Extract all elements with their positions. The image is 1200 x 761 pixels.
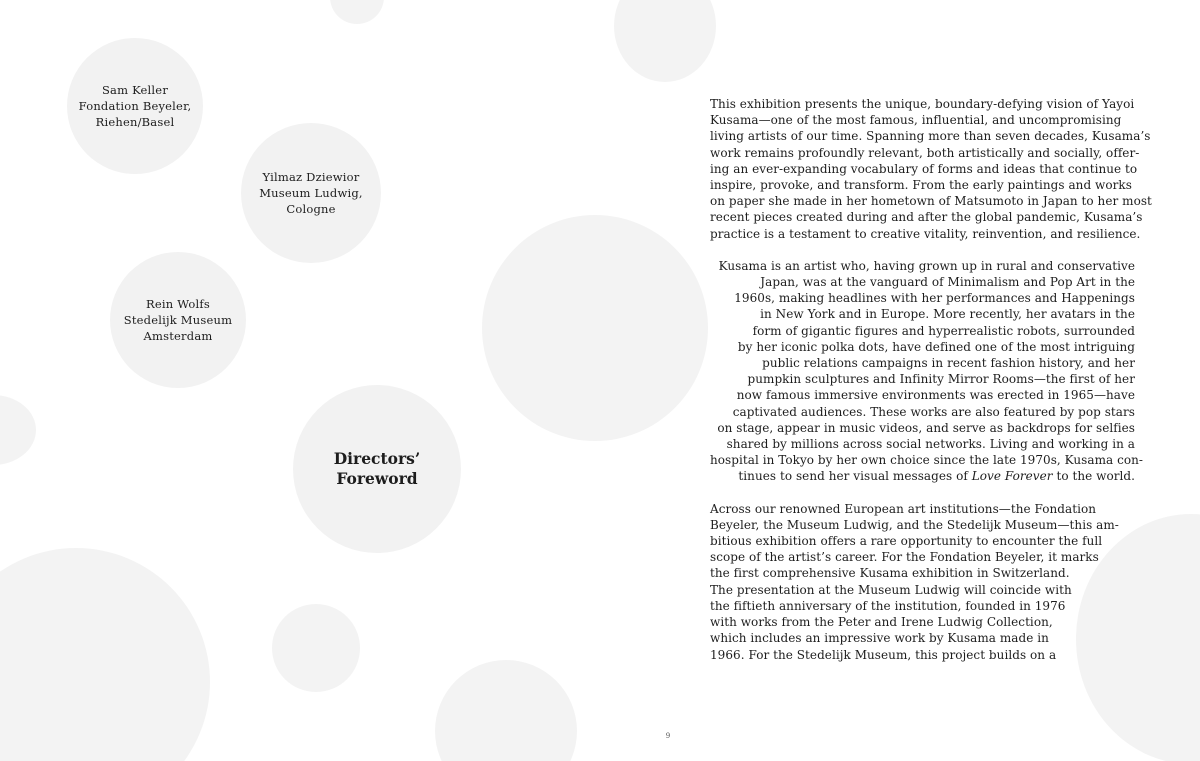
- text-line: on stage, appear in music videos, and serve as backdrops for selfies: [717, 420, 1135, 435]
- text-line: captivated audiences. These works are also featured by pop stars: [732, 404, 1135, 419]
- text-line: on paper she made in her hometown of Matsumoto in Japan to her most: [710, 194, 1152, 209]
- text-line: by her iconic polka dots, have defined one of the most intriguing: [737, 339, 1135, 354]
- text-line: with works from the Peter and Irene Ludwig Collection,: [710, 615, 1053, 630]
- text-line: Beyeler, the Museum Ludwig, and the Stedelijk Museum—this am-: [710, 517, 1119, 532]
- text-line: Kusama—one of the most famous, influential, and uncompromising: [710, 113, 1122, 128]
- director-rein-wolfs: [110, 252, 246, 388]
- text-line: 1966. For the Stedelijk Museum, this project builds on a: [710, 647, 1057, 662]
- text-line: bitious exhibition offers a rare opportunity to encounter the full: [710, 534, 1103, 549]
- text-line: shared by millions across social networks. Living and working in a: [726, 437, 1135, 452]
- director-location: Riehen/Basel: [95, 115, 175, 129]
- text-line: pumpkin sculptures and Infinity Mirror Rooms—the first of her: [747, 372, 1135, 387]
- section-heading: [293, 385, 461, 553]
- text-line: form of gigantic figures and hyperrealistic robots, surrounded: [752, 323, 1135, 338]
- director-name: Yilmaz Dziewior: [262, 170, 360, 184]
- background-dot: [272, 604, 360, 692]
- background-dot: [0, 548, 210, 761]
- director-name: Rein Wolfs: [145, 297, 210, 311]
- text-line: which includes an impressive work by Kusama made in: [710, 631, 1049, 646]
- director-name: Sam Keller: [101, 83, 169, 97]
- background-dot: [0, 395, 36, 465]
- text-line: 1960s, making headlines with her performances and Happenings: [734, 291, 1135, 306]
- director-institution: Museum Ludwig,: [259, 186, 363, 200]
- text-line: inspire, provoke, and transform. From the early paintings and works: [710, 178, 1132, 193]
- text-line: living artists of our time. Spanning more than seven decades, Kusama’s: [710, 129, 1151, 144]
- text-line: public relations campaigns in recent fashion history, and her: [762, 356, 1135, 371]
- foreword-text: [710, 96, 1152, 679]
- text-line: This exhibition presents the unique, boundary-defying vision of Yayoi: [710, 97, 1135, 111]
- director-sam-keller: [67, 38, 203, 174]
- text-line: practice is a testament to creative vitality, reinvention, and resilience.: [710, 226, 1141, 241]
- background-dot: [435, 660, 577, 761]
- director-location: Amsterdam: [143, 329, 213, 343]
- text-line: the fiftieth anniversary of the institution, founded in 1976: [710, 598, 1066, 613]
- text-line: [710, 468, 1135, 484]
- text-line: work remains profoundly relevant, both artistically and socially, offer-: [710, 145, 1140, 160]
- text-fragment: tinues to send her visual messages of: [738, 469, 972, 484]
- text-line: now famous immersive environments was erected in 1965—have: [736, 388, 1135, 403]
- heading-line: Directors’: [333, 449, 421, 468]
- artwork-title: Love Forever: [971, 469, 1053, 484]
- text-fragment: to the world.: [1052, 469, 1135, 484]
- director-yilmaz-dziewior: [241, 123, 381, 263]
- text-line: Japan, was at the vanguard of Minimalism and Pop Art in the: [760, 275, 1135, 290]
- page-number: 9: [665, 732, 671, 740]
- text-line: recent pieces created during and after the global pandemic, Kusama’s: [710, 210, 1143, 225]
- paragraph-1: [710, 96, 1152, 242]
- text-line: hospital in Tokyo by her own choice since the late 1970s, Kusama con-: [710, 453, 1144, 468]
- text-line: in New York and in Europe. More recently, her avatars in the: [760, 307, 1135, 322]
- text-line: Kusama is an artist who, having grown up in rural and conservative: [718, 258, 1135, 273]
- text-line: Across our renowned European art institutions—the Fondation: [710, 501, 1097, 516]
- background-dot: [330, 0, 384, 24]
- text-line: scope of the artist’s career. For the Fondation Beyeler, it marks: [710, 550, 1099, 565]
- heading-line: Foreword: [336, 469, 418, 488]
- background-dot: [614, 0, 716, 82]
- text-line: the first comprehensive Kusama exhibition in Switzerland.: [710, 566, 1070, 581]
- paragraph-2: [710, 258, 1144, 485]
- director-location: Cologne: [286, 202, 336, 216]
- director-institution: Stedelijk Museum: [123, 313, 233, 327]
- director-institution: Fondation Beyeler,: [78, 99, 192, 113]
- background-dot: [482, 215, 708, 441]
- text-line: ing an ever-expanding vocabulary of forms and ideas that continue to: [710, 161, 1138, 176]
- text-line: The presentation at the Museum Ludwig will coincide with: [710, 582, 1072, 597]
- paragraph-3: [710, 501, 1135, 663]
